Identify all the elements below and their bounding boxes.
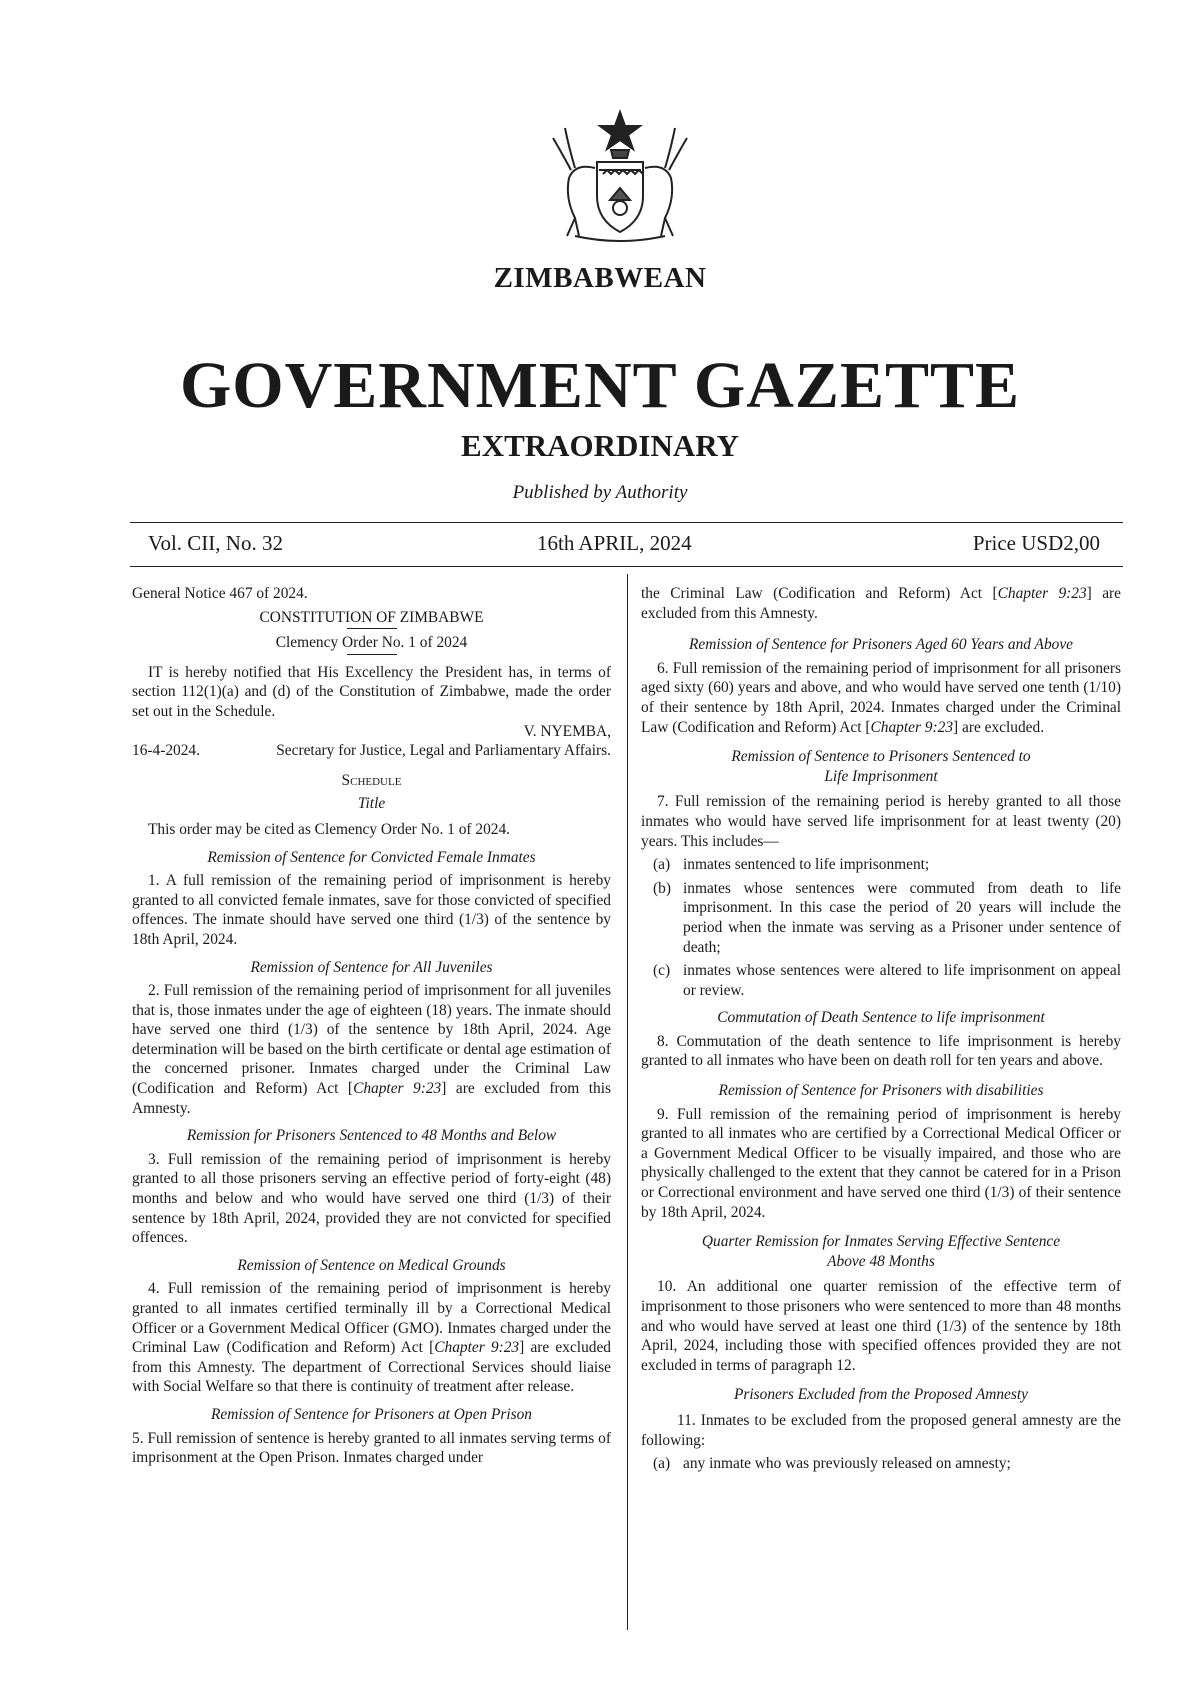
section-4-heading: Remission of Sentence on Medical Grounds [237,1256,506,1274]
section-7-heading-line-2: Life Imprisonment [824,767,938,785]
section-11-heading: Prisoners Excluded from the Proposed Amnesty [734,1386,1028,1404]
masthead-country: ZIMBABWEAN [493,262,707,294]
issue-volume: Vol. CII, No. 32 [148,531,283,555]
notice-act: CONSTITUTION OF ZIMBABWE [259,608,484,626]
section-5-heading: Remission of Sentence for Prisoners at Open Prison [210,1405,533,1423]
section-10-text: 10. An additional one quarter remission of the effective term of imprisonment to those prisoners who were sentenced to more than 48 months and who would have served at least one third (1/3) of the sentence by 18th April, 2024, including those with specified offences provided they are not excluded in terms of paragraph 12. [641,1278,1121,1374]
published-by-authority: Published by Authority [512,482,688,503]
section-5-continuation: the Criminal Law (Codification and Reform) Act [Chapter 9:23] are excluded from this Amnesty. [641,585,1121,622]
left-column [132,584,611,1468]
section-10-heading-line-2: Above 48 Months [827,1252,935,1270]
schedule-label: Schedule [341,771,402,789]
title-heading: Title [357,795,386,813]
notice-order: Clemency Order No. 1 of 2024 [275,634,468,652]
title-text: This order may be cited as Clemency Order No. 1 of 2024. [148,820,511,838]
list-item: (b) inmates whose sentences were commuted from death to life imprisonment. In this case the period of 20 years will include the period when the inmate was serving as a Prisoner under sentence of death; [653,879,1121,956]
issue-date: 16th APRIL, 2024 [537,531,692,555]
separator [347,628,397,629]
section-5-text: 5. Full remission of sentence is hereby granted to all inmates serving terms of imprisonment at the Open Prison. Inmates charged under [132,1429,611,1467]
section-7-heading-line-1: Remission of Sentence to Prisoners Sentenced to [731,748,1031,766]
section-2-heading: Remission of Sentence for All Juveniles [250,958,493,976]
header-rule-bottom [130,566,1123,567]
masthead-title: GOVERNMENT GAZETTE [179,349,1021,422]
notice-intro: IT is hereby notified that His Excellency the President has, in terms of section 112(1)(a) and (d) of the Constitution of Zimbabwe, made the order set out in the Schedule. [132,663,611,720]
section-1-text: 1. A full remission of the remaining period of imprisonment is hereby granted to all convicted female inmates, save for those convicted of specified offences. The inmate should have served one third (1/3) of the sentence by 18th April, 2024. [132,872,611,948]
section-1-heading: Remission of Sentence for Convicted Female Inmates [207,848,536,866]
list-item: (a) inmates sentenced to life imprisonment; [653,856,930,874]
section-11-text: 11. Inmates to be excluded from the proposed general amnesty are the following: [641,1411,1121,1449]
section-6-text: 6. Full remission of the remaining period of imprisonment for all prisoners aged sixty (60) years and above, and who would have served one tenth (1/10) of their sentence by 18th April, 2024. Inmates charged under the Criminal Law (Codification and Reform) Act [Chapter 9:23] are excluded. [641,659,1121,736]
right-column [641,584,1121,1474]
column-divider [627,574,628,1630]
section-3-text: 3. Full remission of the remaining period of imprisonment is hereby granted to all those prisoners serving an effective period of forty-eight (48) months and below and who would have served one third (1/3) of their sentence by 18th April, 2024, provided they are not convicted for specified offences. [132,1150,611,1247]
notice-signatory: V. NYEMBA, [523,722,611,740]
list-item: (a) any inmate who was previously released on amnesty; [653,1455,1011,1473]
section-9-heading: Remission of Sentence for Prisoners with disabilities [718,1082,1044,1100]
header-rule-top [130,522,1123,523]
notice-sign-date: 16-4-2024. [132,742,200,760]
signature-block [132,741,611,761]
list-item: (c) inmates whose sentences were altered to life imprisonment on appeal or review. [653,962,1121,999]
separator [347,654,397,655]
section-3-heading: Remission for Prisoners Sentenced to 48 Months and Below [186,1127,557,1145]
coat-of-arms-emblem [545,108,695,248]
issue-price: Price USD2,00 [972,531,1100,555]
masthead-subtitle: EXTRAORDINARY [461,428,739,463]
section-6-heading: Remission of Sentence for Prisoners Aged 60 Years and Above [688,636,1074,654]
notice-number: General Notice 467 of 2024. [132,585,308,602]
section-4-text: 4. Full remission of the remaining period of imprisonment is hereby granted to all inmates certified terminally ill by a Correctional Medical Officer or a Government Medical Officer (GMO). Inmates charged under the Criminal Law (Codification and Reform) Act [Chapter 9:23] are excluded from this Amnesty. The department of Correctional Services should liaise with Social Welfare so that there is continuity of treatment after release. [132,1280,611,1396]
section-9-text: 9. Full remission of the remaining period of imprisonment is hereby granted to all inmates who are certified by a Correctional Medical Officer or a Government Medical Officer to be visually impaired, and those who are physically challenged to the extent that they cannot be catered for in a Prison or Correctional environment and have served one third (1/3) of their sentence by 18th April, 2024. [641,1105,1121,1221]
notice-signatory-title: Secretary for Justice, Legal and Parliamentary Affairs. [276,742,611,760]
section-8-text: 8. Commutation of the death sentence to life imprisonment is hereby granted to all inmates who have been on death roll for ten years and above. [641,1032,1121,1070]
section-2-text: 2. Full remission of the remaining period of imprisonment for all juveniles that is, those inmates under the age of eighteen (18) years. The inmate should have served one third (1/3) of the sentence by 18th April, 2024. Age determination will be based on the birth certificate or dental age estimation of the concerned prisoner. Inmates charged under the Criminal Law (Codification and Reform) Act [Chapter 9:23] are excluded from this Amnesty. [132,982,612,1117]
section-10-heading-line-1: Quarter Remission for Inmates Serving Effective Sentence [701,1233,1061,1251]
section-8-heading: Commutation of Death Sentence to life imprisonment [717,1009,1045,1027]
section-7-text: 7. Full remission of the remaining period is hereby granted to all those inmates who would have served life imprisonment for at least twenty (20) years. This includes— [641,793,1121,850]
